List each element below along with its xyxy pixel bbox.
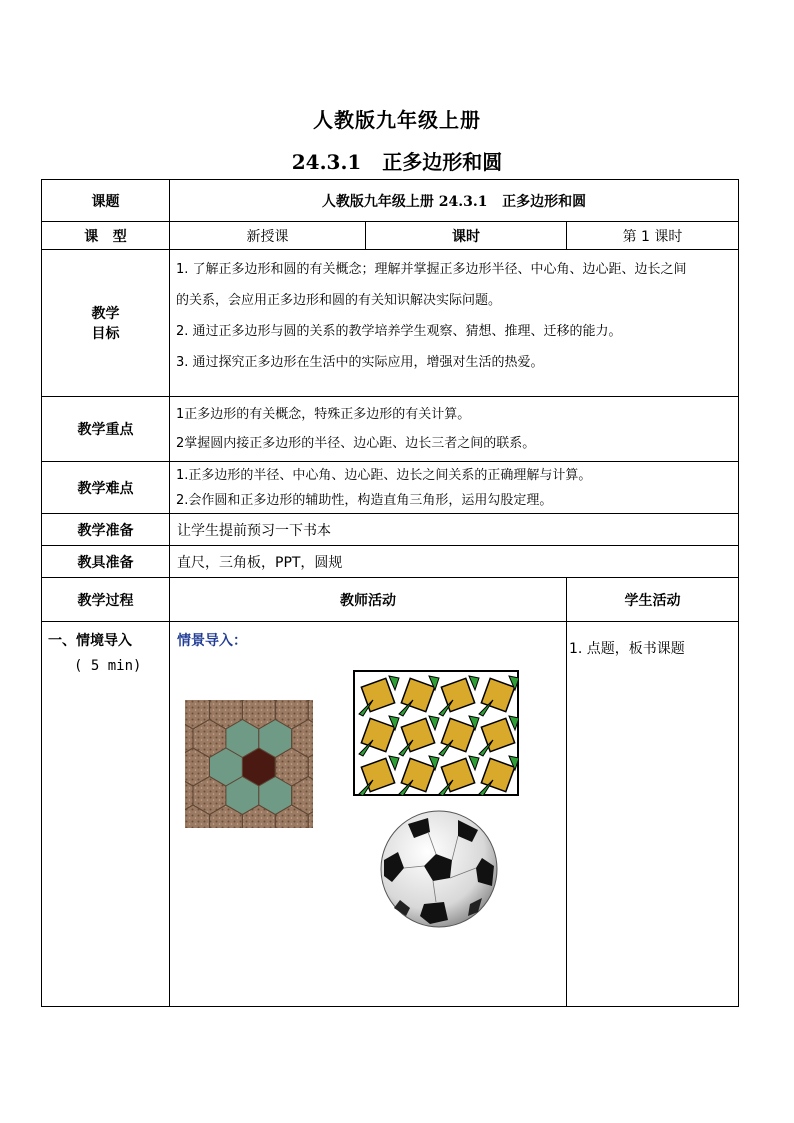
teacher-activity-label: 教师活动 — [170, 578, 567, 622]
objective-line: 3. 通过探究正多边形在生活中的实际应用，增强对生活的热爱。 — [176, 355, 544, 370]
student-activity-label: 学生活动 — [567, 578, 739, 622]
difficulties-content — [170, 462, 739, 514]
hexagon-tile-image — [185, 700, 313, 828]
stage-title: 一、情境导入 — [48, 633, 132, 649]
objective-line: 1. 了解正多边形和圆的有关概念；理解并掌握正多边形半径、中心角、边心距、边长之间 — [176, 262, 687, 277]
difficulty-line: 2.会作圆和正多边形的辅助性，构造直角三角形，运用勾股定理。 — [176, 492, 553, 508]
soccer-ball-image — [378, 808, 500, 930]
objectives-label-line2: 目标 — [91, 326, 120, 342]
stage-time: ( 5 min) — [74, 658, 142, 674]
key-point-line: 1正多边形的有关概念，特殊正多边形的有关计算。 — [176, 407, 471, 422]
teacher-activity-cell — [170, 622, 567, 1007]
objective-line: 2. 通过正多边形与圆的关系的教学培养学生观察、猜想、推理、迁移的能力。 — [176, 324, 622, 339]
process-label: 教学过程 — [42, 578, 170, 622]
key-point-line: 2掌握圆内接正多边形的半径、边心距、边长三者之间的联系。 — [176, 436, 536, 451]
student-activity-cell — [567, 622, 739, 1007]
intro-heading: 情景导入： — [177, 633, 247, 649]
polygon-pattern-image — [353, 670, 519, 796]
objective-line: 的关系，会应用正多边形和圆的有关知识解决实际问题。 — [176, 293, 502, 308]
objectives-label — [42, 250, 170, 397]
stage-cell — [42, 622, 170, 1007]
tools-label: 教具准备 — [42, 546, 170, 578]
key-points-content — [170, 397, 739, 462]
objectives-content — [170, 250, 739, 397]
student-activity-text: 1. 点题，板书课题 — [569, 641, 685, 657]
preparation-value: 让学生提前预习一下书本 — [170, 514, 739, 546]
document-title: 人教版九年级上册 — [313, 108, 481, 132]
topic-label: 课题 — [42, 180, 170, 222]
tools-value: 直尺，三角板，PPT，圆规 — [170, 546, 739, 578]
difficulty-line: 1.正多边形的半径、中心角、边心距、边长之间关系的正确理解与计算。 — [176, 467, 592, 483]
preparation-label: 教学准备 — [42, 514, 170, 546]
topic-value: 人教版九年级上册 24.3.1 正多边形和圆 — [170, 180, 739, 222]
lesson-type-value: 新授课 — [170, 222, 366, 250]
lesson-type-label: 课 型 — [42, 222, 170, 250]
objectives-label-line1: 教学 — [91, 306, 120, 322]
lesson-hours-label: 课时 — [366, 222, 567, 250]
document-subtitle: 24.3.1 正多边形和圆 — [291, 150, 503, 174]
lesson-hours-value: 第 1 课时 — [567, 222, 739, 250]
key-points-label: 教学重点 — [42, 397, 170, 462]
lesson-plan-table — [41, 179, 739, 1007]
difficulties-label: 教学难点 — [42, 462, 170, 514]
